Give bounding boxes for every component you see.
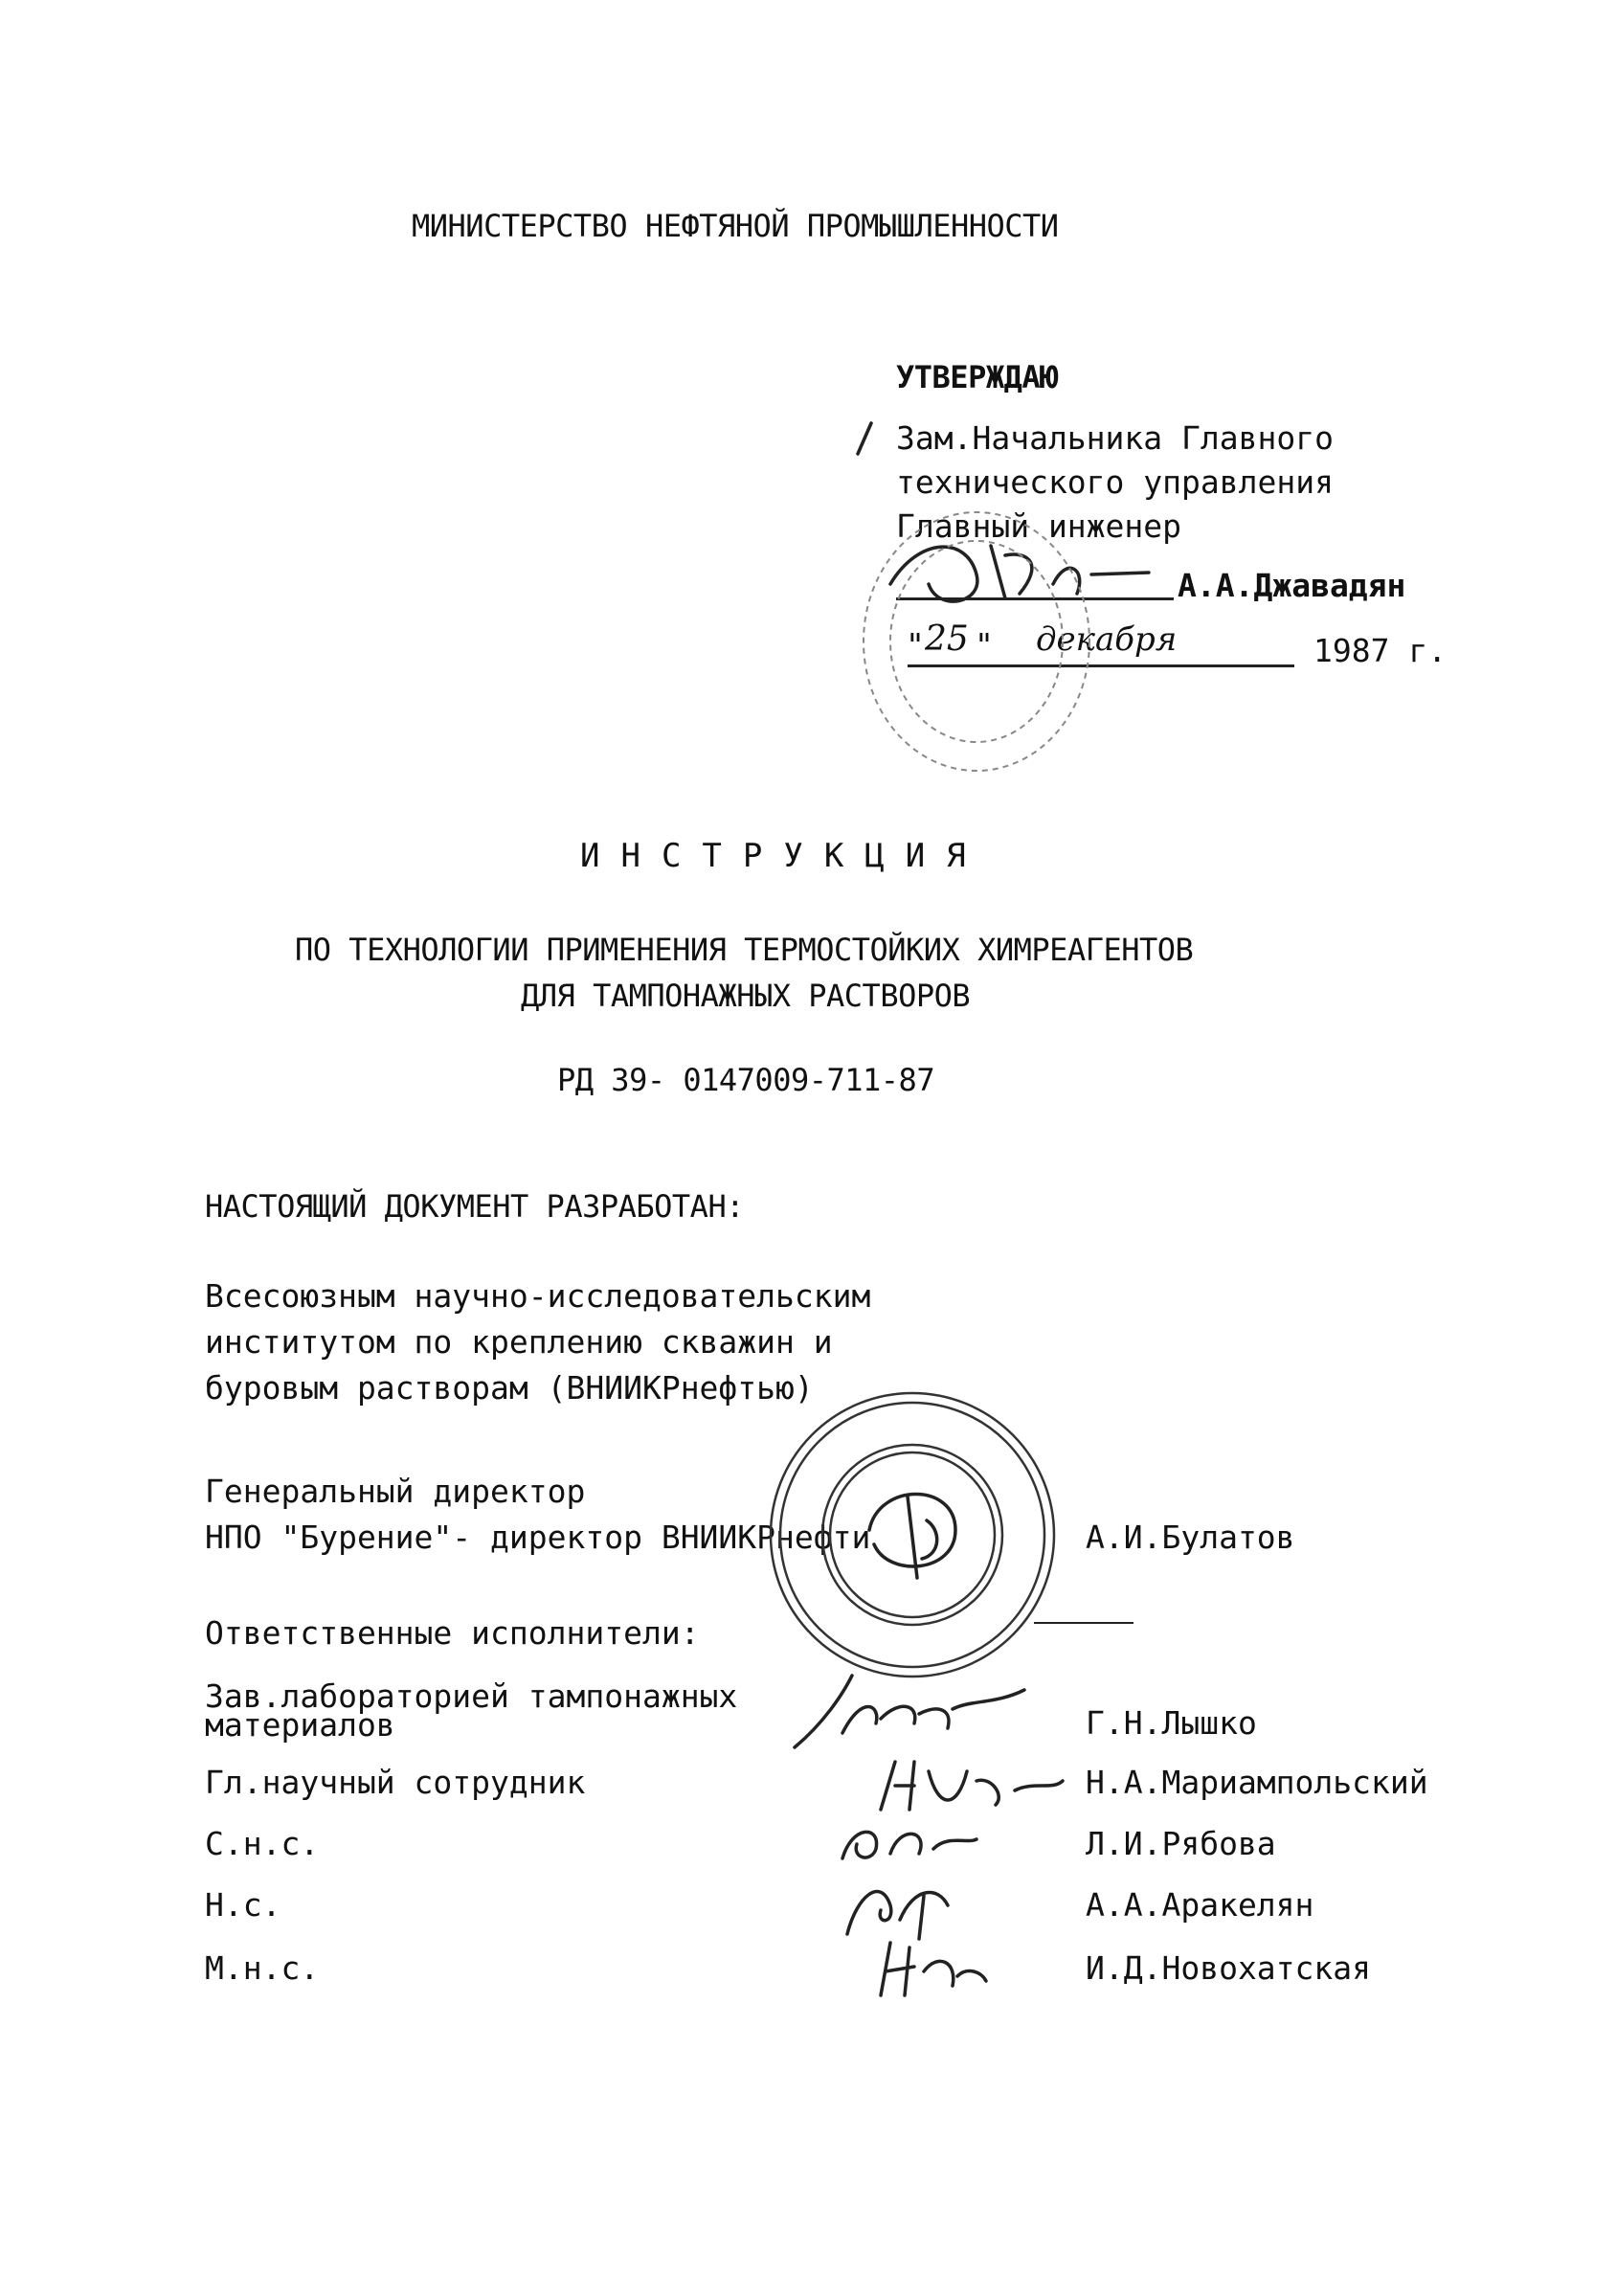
executor-name-3: Л.И.Рябова — [1086, 1825, 1276, 1862]
executor-name-4: А.А.Аракелян — [1086, 1886, 1314, 1924]
executor-role-4: Н.с. — [205, 1886, 281, 1924]
approval-position-line1: Зам.Начальника Главного — [896, 419, 1334, 457]
executor-name-5: И.Д.Новохатская — [1086, 1949, 1372, 1987]
title-subtitle-line2: ДЛЯ ТАМПОНАЖНЫХ РАСТВОРОВ — [521, 978, 971, 1014]
official-seal-icon — [764, 1386, 1061, 1683]
seal-underline — [1034, 1622, 1133, 1624]
date-quote-open: " — [906, 626, 925, 664]
executor-role-1-line1: Зав.лабораторией тампонажных — [205, 1677, 738, 1715]
signature-5-icon — [862, 1928, 996, 2005]
approval-position-line2: технического управления — [896, 463, 1334, 501]
executor-name-2: Н.А.Мариампольский — [1086, 1764, 1428, 1801]
date-month: декабря — [1036, 620, 1178, 659]
date-quote-close: " — [975, 626, 994, 664]
executor-role-2: Гл.научный сотрудник — [205, 1764, 586, 1801]
developer-heading: НАСТОЯЩИЙ ДОКУМЕНТ РАЗРАБОТАН: — [205, 1188, 744, 1225]
title-subtitle-line1: ПО ТЕХНОЛОГИИ ПРИМЕНЕНИЯ ТЕРМОСТОЙКИХ ХИМРЕАГЕНТОВ — [295, 932, 1194, 968]
signature-1-icon — [785, 1666, 1044, 1762]
approval-tick-icon — [850, 419, 879, 458]
executors-heading: Ответственные исполнители: — [205, 1614, 700, 1652]
date-year: 1987 г. — [1313, 632, 1448, 669]
document-title: ИНСТРУКЦИЯ — [580, 837, 987, 875]
developer-org-line2: институтом по креплению скважин и — [205, 1323, 833, 1361]
ministry-header: МИНИСТЕРСТВО НЕФТЯНОЙ ПРОМЫШЛЕННОСТИ — [412, 208, 1059, 244]
director-title-line2: НПО "Бурение"- директор ВНИИКРнефти — [205, 1519, 871, 1556]
date-day: 25 — [925, 619, 969, 659]
developer-org-line1: Всесоюзным научно-исследовательским — [205, 1277, 871, 1315]
signature-3-icon — [823, 1806, 996, 1873]
approval-stamp-icon — [852, 498, 1101, 785]
executor-name-1: Г.Н.Лышко — [1086, 1704, 1257, 1742]
approval-heading: УТВЕРЖДАЮ — [896, 359, 1058, 395]
document-code: РД 39- 0147009-711-87 — [557, 1062, 935, 1098]
executor-role-1-line2: материалов — [205, 1706, 395, 1744]
developer-org-line3: буровым растворам (ВНИИКРнефтью) — [205, 1369, 814, 1407]
executor-role-3: С.н.с. — [205, 1825, 320, 1862]
approval-position-line3: Главный инженер — [896, 507, 1182, 545]
executor-role-5: М.н.с. — [205, 1949, 320, 1987]
director-title-line1: Генеральный директор — [205, 1473, 586, 1510]
approval-signatory: А.А.Джавадян — [1178, 567, 1406, 604]
director-name: А.И.Булатов — [1086, 1519, 1295, 1556]
